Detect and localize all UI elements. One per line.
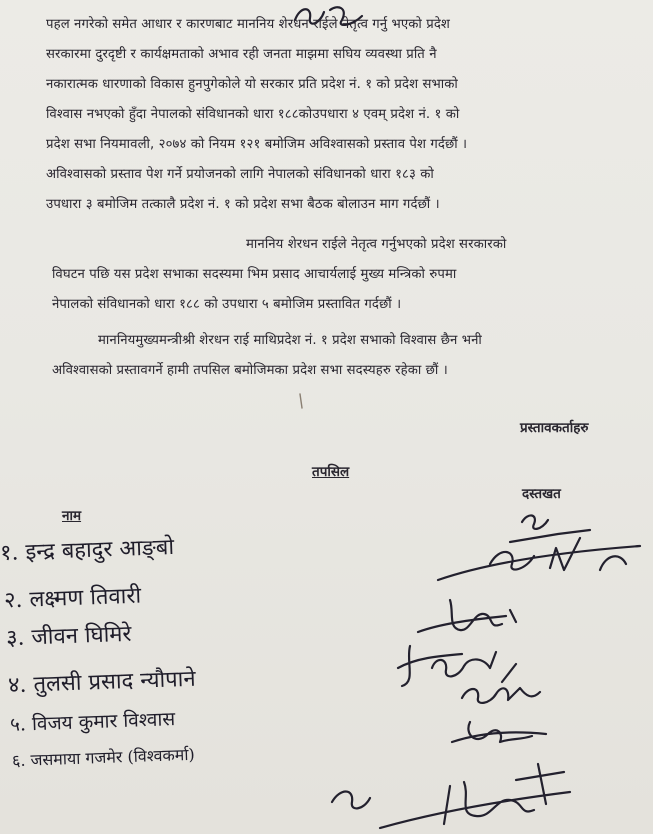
paragraph-line: विघटन पछि यस प्रदेश सभाका सदस्यमा भिम प्रसाद आचार्यलाई मुख्य मन्त्रिको रुपमा: [52, 267, 457, 282]
signatory-name: ४. तुलसी प्रसाद न्यौपाने: [7, 666, 196, 699]
paragraph-line: प्रदेश सभा नियमावली, २०७४ को नियम १२१ बमोजिम अविश्वासको प्रस्ताव पेश गर्दछौं ।: [46, 137, 468, 152]
name-column-heading: नाम: [62, 508, 82, 524]
signature-1: [430, 508, 645, 588]
paragraph-2: [46, 230, 606, 320]
schedule-heading: तपसिल: [312, 464, 350, 480]
signatory-name: ३. जीवन घिमिरे: [5, 621, 132, 652]
paragraph-line: नकारात्मक धारणाको विकास हुनपुगेकोले यो सरकार प्रति प्रदेश नं. १ को प्रदेश सभाको: [46, 77, 458, 92]
signatory-name: ६. जसमाया गजमेर (विश्वकर्मा): [11, 744, 195, 771]
paragraph-line: उपधारा ३ बमोजिम तत्कालै प्रदेश नं. १ को प्रदेश सभा बैठक बोलाउन माग गर्दछौं ।: [46, 197, 440, 212]
signatory-name: ५. विजय कुमार विश्वास: [9, 708, 176, 736]
paragraph-line: सरकारमा दुरदृष्टी र कार्यक्षमताको अभाव रही जनता माझमा सघिय व्यवस्था प्रति नै: [46, 47, 437, 62]
proposers-heading: प्रस्तावकर्ताहरु: [520, 420, 589, 436]
paragraph-line: विश्वास नभएको हुँदा नेपालको संविधानको धारा १८८कोउपधारा ४ एवम् प्रदेश नं. १ को: [46, 107, 460, 122]
signatory-name: १. इन्द्र बहादुर आङ्‌बो: [0, 534, 175, 567]
paragraph-line: पहल नगरेको समेत आधार र कारणबाट माननिय शेरधन राईले नेतृत्व गर्नु भएको प्रदेश: [46, 17, 450, 32]
paragraph-line: अविश्वासको प्रस्ताव पेश गर्ने प्रयोजनको लागि नेपालको संविधानको धारा १८३ को: [46, 167, 434, 182]
paragraph-line: माननिय शेरधन राईले नेतृत्व गर्नुभएको प्रदेश सरकारको: [246, 237, 507, 252]
signature-6: [320, 758, 580, 834]
signatory-name: २. लक्ष्मण तिवारी: [3, 583, 142, 614]
paragraph-line: अविश्वासको प्रस्तावगर्ने हामी तपसिल बमोजिमका प्रदेश सभा सदस्यहरु रहेका छौं ।: [52, 363, 448, 378]
paragraph-1: [46, 10, 606, 220]
signature-column-heading: दस्तखत: [522, 486, 561, 502]
paragraph-line: माननियमुख्यमन्त्रीश्री शेरधन राई माथिप्रदेश नं. १ प्रदेश सभाको विश्वास छैन भनी: [98, 333, 482, 348]
signature-5: [446, 712, 556, 752]
signature-4: [458, 678, 548, 712]
paragraph-line: नेपालको संविधानको धारा १८८ को उपधारा ५ बमोजिम प्रस्तावित गर्दछौं ।: [52, 297, 402, 312]
paragraph-3: [46, 326, 606, 386]
ink-smudge: [294, 392, 308, 412]
